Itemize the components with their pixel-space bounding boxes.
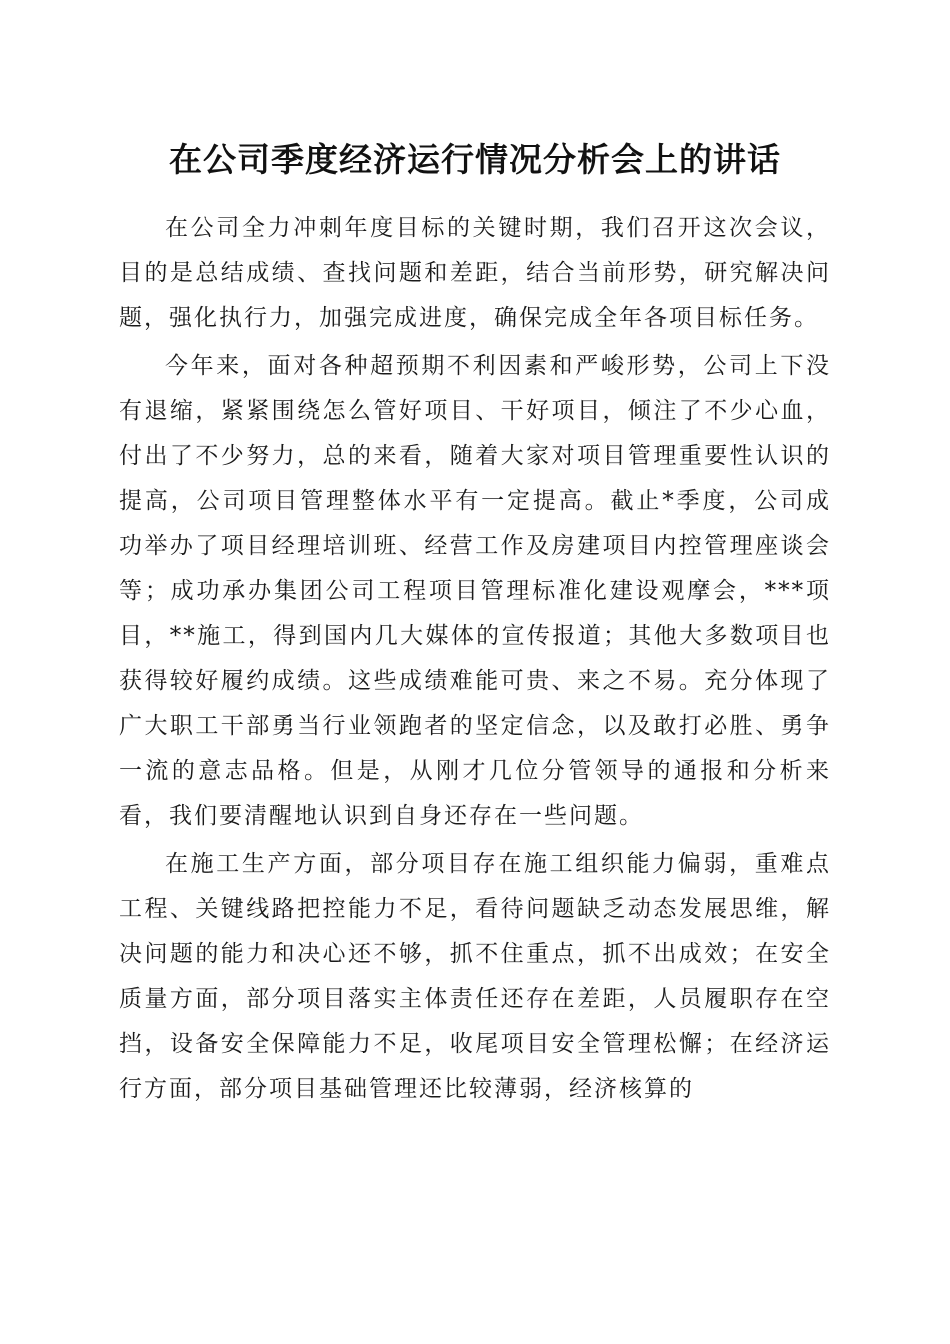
paragraph-problems: 在施工生产方面，部分项目存在施工组织能力偏弱，重难点工程、关键线路把控能力不足，看待问题缺乏动态发展思维，解决问题的能力和决心还不够，抓不住重点，抓不出成效；在安全质量方面，部分项目落实主体责任还存在差距，人员履职存在空挡，设备安全保障能力不足，收尾项目安全管理松懈；在经济运行方面，部分项目基础管理还比较薄弱，经济核算的 xyxy=(119,851,831,1102)
document-body xyxy=(119,206,831,1115)
paragraph-achievements: 今年来，面对各种超预期不利因素和严峻形势，公司上下没有退缩，紧紧围绕怎么管好项目、干好项目，倾注了不少心血，付出了不少努力，总的来看，随着大家对项目管理重要性认识的提高，公司项目管理整体水平有一定提高。截止*季度，公司成功举办了项目经理培训班、经营工作及房建项目内控管理座谈会等；成功承办集团公司工程项目管理标准化建设观摩会，***项目，**施工，得到国内几大媒体的宣传报道；其他大多数项目也获得较好履约成绩。这些成绩难能可贵、来之不易。充分体现了广大职工干部勇当行业领跑者的坚定信念，以及敢打必胜、勇争一流的意志品格。但是，从刚才几位分管领导的通报和分析来看，我们要清醒地认识到自身还存在一些问题。 xyxy=(119,353,831,829)
paragraph-intro: 在公司全力冲刺年度目标的关键时期，我们召开这次会议，目的是总结成绩、查找问题和差距，结合当前形势，研究解决问题，强化执行力，加强完成进度，确保完成全年各项目标任务。 xyxy=(119,215,831,331)
page-title: 在公司季度经济运行情况分析会上的讲话 xyxy=(169,140,781,179)
